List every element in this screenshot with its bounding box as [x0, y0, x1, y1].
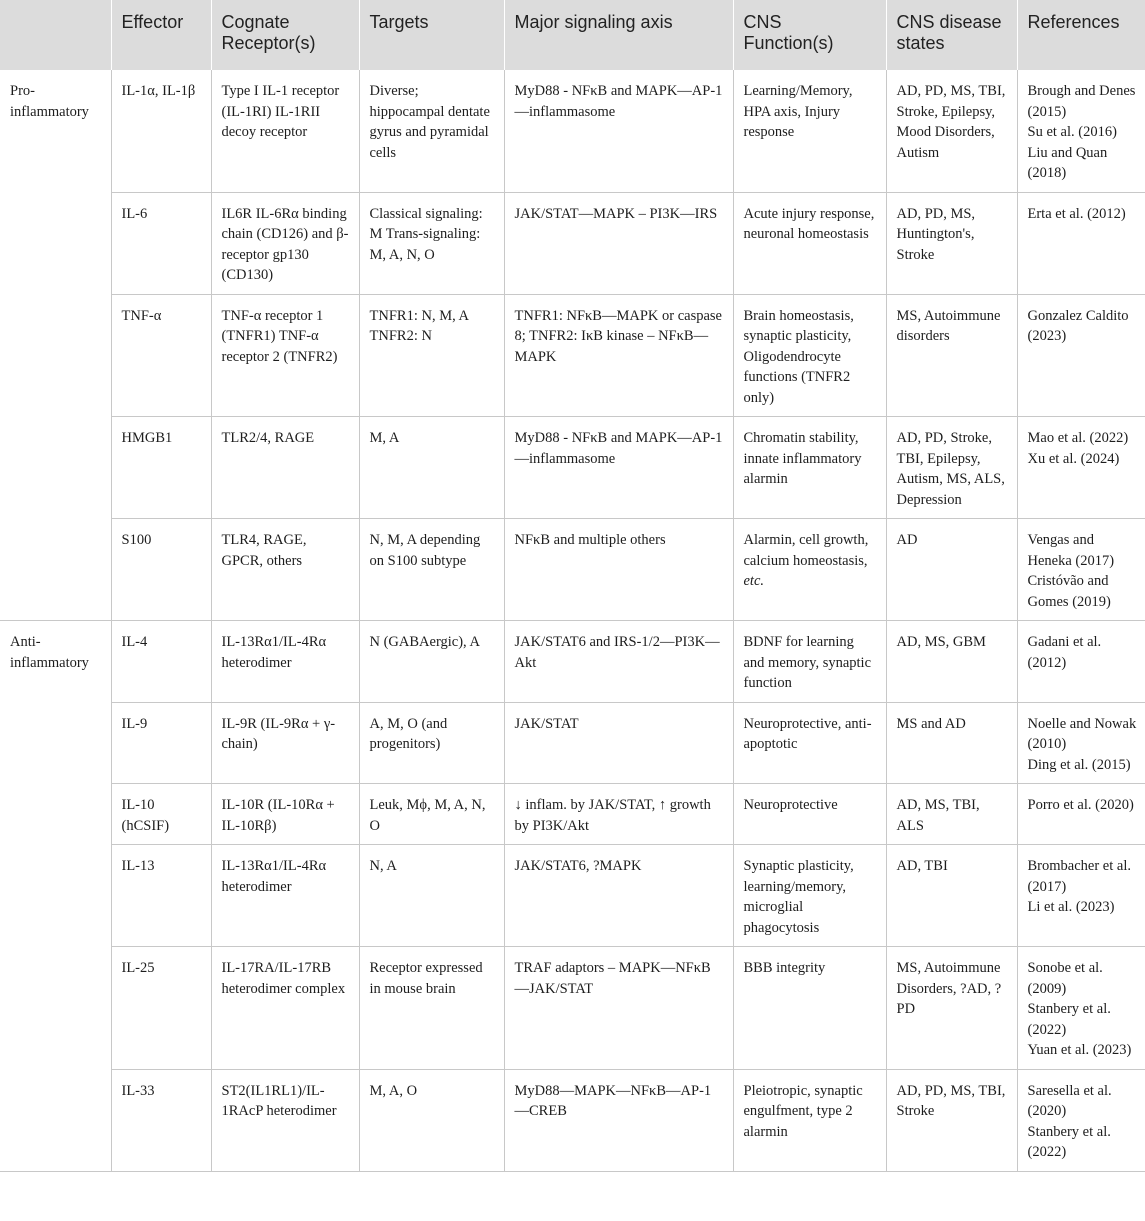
disease-cell: AD — [886, 519, 1017, 621]
effector-cell: TNF-α — [111, 294, 211, 417]
axis-cell: JAK/STAT — [504, 702, 733, 784]
disease-cell: AD, PD, MS, Huntington's, Stroke — [886, 192, 1017, 294]
references-cell — [1017, 70, 1145, 192]
receptor-cell: IL-13Rα1/IL-4Rα heterodimer — [211, 845, 359, 947]
reference-link: Brombacher et al. (2017) — [1027, 858, 1131, 895]
reference-link: Noelle and Nowak (2010) — [1027, 715, 1137, 752]
receptor-cell: IL-13Rα1/IL-4Rα heterodimer — [211, 621, 359, 703]
disease-cell: MS, Autoimmune disorders — [886, 294, 1017, 417]
disease-cell: MS and AD — [886, 702, 1017, 784]
effector-cell: IL-10 (hCSIF) — [111, 784, 211, 845]
reference-link: Stanbery et al. (2022) — [1027, 1001, 1111, 1038]
targets-cell: Receptor expressed in mouse brain — [359, 947, 504, 1070]
axis-cell: JAK/STAT—MAPK – PI3K—IRS — [504, 192, 733, 294]
table-row — [0, 947, 1145, 1070]
targets-cell: N, A — [359, 845, 504, 947]
effector-cell: HMGB1 — [111, 417, 211, 519]
axis-cell: TRAF adaptors – MAPK—NFκB—JAK/STAT — [504, 947, 733, 1070]
effector-cell: IL-1α, IL-1β — [111, 70, 211, 192]
function-cell: Neuroprotective — [733, 784, 886, 845]
function-cell: Synaptic plasticity, learning/memory, microglial phagocytosis — [733, 845, 886, 947]
function-cell — [733, 519, 886, 621]
header-row — [0, 0, 1145, 70]
reference-link: Yuan et al. (2023) — [1027, 1042, 1132, 1058]
header-cns-disease-states: CNS disease states — [886, 0, 1017, 70]
effector-cell: IL-25 — [111, 947, 211, 1070]
effector-cell: S100 — [111, 519, 211, 621]
references-cell — [1017, 417, 1145, 519]
targets-cell: Diverse; hippocampal dentate gyrus and pyramidal cells — [359, 70, 504, 192]
disease-cell: AD, MS, TBI, ALS — [886, 784, 1017, 845]
axis-cell: TNFR1: NFκB—MAPK or caspase 8; TNFR2: IκB kinase – NFκB—MAPK — [504, 294, 733, 417]
header-group — [0, 0, 111, 70]
header-targets: Targets — [359, 0, 504, 70]
targets-cell: M, A, O — [359, 1069, 504, 1171]
table-row — [0, 702, 1145, 784]
effector-cell: IL-4 — [111, 621, 211, 703]
axis-cell: JAK/STAT6 and IRS-1/2—PI3K—Akt — [504, 621, 733, 703]
effector-cell: IL-33 — [111, 1069, 211, 1171]
disease-cell: AD, PD, MS, TBI, Stroke, Epilepsy, Mood Disorders, Autism — [886, 70, 1017, 192]
targets-cell: A, M, O (and progenitors) — [359, 702, 504, 784]
function-cell: Neuroprotective, anti-apoptotic — [733, 702, 886, 784]
function-cell: Chromatin stability, innate inflammatory alarmin — [733, 417, 886, 519]
axis-cell: MyD88 - NFκB and MAPK—AP-1—inflammasome — [504, 417, 733, 519]
reference-link: Xu et al. (2024) — [1027, 450, 1120, 467]
axis-cell: MyD88—MAPK—NFκB—AP-1—CREB — [504, 1069, 733, 1171]
function-cell: Learning/Memory, HPA axis, Injury response — [733, 70, 886, 192]
reference-link: Gadani et al. (2012) — [1027, 634, 1102, 671]
references-cell — [1017, 845, 1145, 947]
targets-cell: TNFR1: N, M, A TNFR2: N — [359, 294, 504, 417]
function-cell: Pleiotropic, synaptic engulfment, type 2 alarmin — [733, 1069, 886, 1171]
axis-cell: JAK/STAT6, ?MAPK — [504, 845, 733, 947]
references-cell — [1017, 621, 1145, 703]
targets-cell: N, M, A depending on S100 subtype — [359, 519, 504, 621]
header-cns-functions: CNS Function(s) — [733, 0, 886, 70]
reference-link: Gonzalez Caldito (2023) — [1027, 307, 1129, 344]
references-cell — [1017, 1069, 1145, 1171]
effector-cell: IL-6 — [111, 192, 211, 294]
disease-cell: AD, PD, Stroke, TBI, Epilepsy, Autism, MS, ALS, Depression — [886, 417, 1017, 519]
group-label: Pro-inflammatory — [0, 70, 111, 621]
receptor-cell: IL-17RA/IL-17RB heterodimer complex — [211, 947, 359, 1070]
reference-link: Porro et al. (2020) — [1027, 797, 1134, 813]
function-cell: Brain homeostasis, synaptic plasticity, Oligodendrocyte functions (TNFR2 only) — [733, 294, 886, 417]
references-cell — [1017, 294, 1145, 417]
table-row — [0, 845, 1145, 947]
targets-cell: Classical signaling: M Trans-signaling: M, A, N, O — [359, 192, 504, 294]
receptor-cell: TLR4, RAGE, GPCR, others — [211, 519, 359, 621]
references-cell — [1017, 784, 1145, 845]
effector-cell: IL-13 — [111, 845, 211, 947]
table-row — [0, 784, 1145, 845]
table-row — [0, 621, 1145, 703]
effector-cell: IL-9 — [111, 702, 211, 784]
function-cell: BDNF for learning and memory, synaptic function — [733, 621, 886, 703]
axis-cell: ↓ inflam. by JAK/STAT, ↑ growth by PI3K/Akt — [504, 784, 733, 845]
reference-link: Brough and Denes (2015) — [1027, 83, 1136, 120]
table-row — [0, 192, 1145, 294]
axis-cell: MyD88 - NFκB and MAPK—AP-1—inflammasome — [504, 70, 733, 192]
reference-link: Sonobe et al. (2009) — [1027, 960, 1103, 997]
disease-cell: AD, TBI — [886, 845, 1017, 947]
targets-cell: M, A — [359, 417, 504, 519]
group-label: Anti-inflammatory — [0, 621, 111, 1172]
function-etc: etc. — [743, 573, 765, 589]
reference-link: Saresella et al. (2020) — [1027, 1082, 1112, 1119]
targets-cell: Leuk, Mϕ, M, A, N, O — [359, 784, 504, 845]
reference-link: Erta et al. (2012) — [1027, 205, 1126, 222]
reference-link: Cristóvão and Gomes (2019) — [1027, 573, 1111, 610]
receptor-cell: ST2(IL1RL1)/IL-1RAcP heterodimer — [211, 1069, 359, 1171]
table-row — [0, 417, 1145, 519]
references-cell — [1017, 702, 1145, 784]
receptor-cell: IL-9R (IL-9Rα + γ-chain) — [211, 702, 359, 784]
function-text: Alarmin, cell growth, calcium homeostasis, — [743, 532, 869, 569]
reference-link: Su et al. (2016) — [1027, 124, 1117, 140]
reference-link: Ding et al. (2015) — [1027, 756, 1131, 773]
header-receptors: Cognate Receptor(s) — [211, 0, 359, 70]
disease-cell: AD, PD, MS, TBI, Stroke — [886, 1069, 1017, 1171]
reference-link: Liu and Quan (2018) — [1027, 144, 1108, 181]
table-row — [0, 519, 1145, 621]
function-cell: Acute injury response, neuronal homeostasis — [733, 192, 886, 294]
receptor-cell: TLR2/4, RAGE — [211, 417, 359, 519]
header-effector: Effector — [111, 0, 211, 70]
references-cell — [1017, 192, 1145, 294]
disease-cell: AD, MS, GBM — [886, 621, 1017, 703]
table-row — [0, 294, 1145, 417]
references-cell — [1017, 519, 1145, 621]
receptor-cell: TNF-α receptor 1 (TNFR1) TNF-α receptor 2 (TNFR2) — [211, 294, 359, 417]
reference-link: Stanbery et al. (2022) — [1027, 1123, 1111, 1160]
receptor-cell: IL-10R (IL-10Rα + IL-10Rβ) — [211, 784, 359, 845]
table-row — [0, 70, 1145, 192]
receptor-cell: Type I IL-1 receptor (IL-1RI) IL-1RII decoy receptor — [211, 70, 359, 192]
function-cell: BBB integrity — [733, 947, 886, 1070]
header-references: References — [1017, 0, 1145, 70]
axis-cell: NFκB and multiple others — [504, 519, 733, 621]
reference-link: Li et al. (2023) — [1027, 899, 1115, 915]
table-row — [0, 1069, 1145, 1171]
reference-link: Vengas and Heneka (2017) — [1027, 532, 1115, 569]
receptor-cell: IL6R IL-6Rα binding chain (CD126) and β-receptor gp130 (CD130) — [211, 192, 359, 294]
disease-cell: MS, Autoimmune Disorders, ?AD, ?PD — [886, 947, 1017, 1070]
references-cell — [1017, 947, 1145, 1070]
header-signaling-axis: Major signaling axis — [504, 0, 733, 70]
targets-cell: N (GABAergic), A — [359, 621, 504, 703]
reference-link: Mao et al. (2022) — [1027, 430, 1129, 446]
